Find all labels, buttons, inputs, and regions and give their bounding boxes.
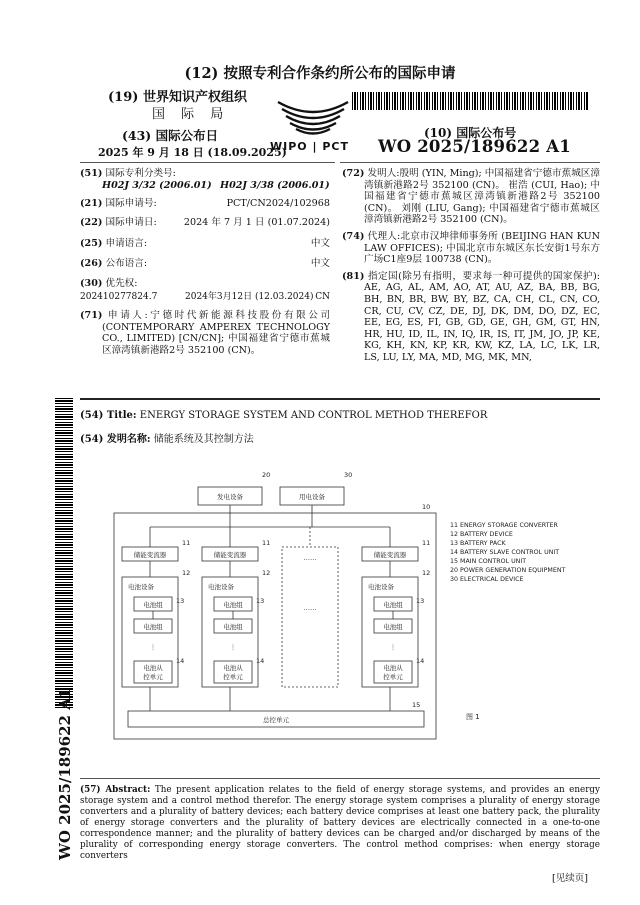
org-name: (19) 世界知识产权组织 <box>108 90 247 105</box>
battery-device-label: 电池设备 <box>368 583 394 591</box>
document-title: (12) 按照专利合作条约所公布的国际申请 <box>184 65 456 82</box>
ref-12: 12 <box>262 569 271 577</box>
ref-11: 11 <box>262 539 271 547</box>
field-21: (21) 国际申请号: PCT/CN2024/102968 <box>80 198 330 209</box>
dots-label: …… <box>303 604 317 612</box>
dots-label: ⋮ <box>229 643 237 651</box>
slave-unit-label: 电池从 <box>383 664 403 672</box>
converter-label: 储能变流器 <box>213 551 247 559</box>
svg-text:13 BATTERY PACK: 13 BATTERY PACK <box>450 540 506 547</box>
field-26: (26) 公布语言: 中文 <box>80 258 330 269</box>
ref-20: 20 <box>262 471 271 479</box>
slave-unit-label: 控单元 <box>223 673 243 681</box>
battery-pack-label: 电池组 <box>223 623 243 631</box>
svg-text:20 POWER GENERATION EQUIPMENT: 20 POWER GENERATION EQUIPMENT <box>450 567 566 574</box>
divider <box>340 162 600 163</box>
ref-11: 11 <box>182 539 191 547</box>
battery-pack-label: 电池组 <box>383 623 403 631</box>
svg-text:11 ENERGY STORAGE CONVERTER: 11 ENERGY STORAGE CONVERTER <box>450 522 558 529</box>
ref-11: 11 <box>422 539 431 547</box>
ref-12: 12 <box>422 569 431 577</box>
battery-pack-label: 电池组 <box>143 601 163 609</box>
ref-13: 13 <box>416 597 425 605</box>
priority-row: 202410277824.7 2024年3月12日 (12.03.2024) CN <box>80 292 330 302</box>
main-control-label: 总控单元 <box>263 716 289 724</box>
ref-14: 14 <box>416 657 425 665</box>
field-71: (71) 申请人:宁德时代新能源科技股份有限公司 (CONTEMPORARY AMPEREX TECHNOLOGY CO., LIMITED) [CN/CN]; 中国福建省宁德市蕉城区漳湾镇新港路2号 352100 (CN)。 <box>80 310 330 356</box>
svg-text:12 BATTERY DEVICE: 12 BATTERY DEVICE <box>450 531 513 538</box>
battery-pack-label: 电池组 <box>223 601 243 609</box>
svg-text:30 ELECTRICAL DEVICE: 30 ELECTRICAL DEVICE <box>450 576 524 583</box>
pub-number: WO 2025/189622 A1 <box>378 137 571 156</box>
pub-date-label: (43) 国际公布日 <box>122 128 219 143</box>
ref-13: 13 <box>256 597 265 605</box>
field-22: (22) 国际申请日: 2024 年 7 月 1 日 (01.07.2024) <box>80 217 330 228</box>
slave-unit-label: 控单元 <box>383 673 403 681</box>
slave-unit-label: 电池从 <box>143 664 163 672</box>
ref-12: 12 <box>182 569 191 577</box>
battery-pack-label: 电池组 <box>383 601 403 609</box>
divider <box>80 162 335 163</box>
ref-14: 14 <box>256 657 265 665</box>
field-51: (51) 国际专利分类号: <box>80 168 176 179</box>
battery-pack-label: 电池组 <box>143 623 163 631</box>
field-81: (81) 指定国(除另有指明，要求每一种可提供的国家保护): AE, AG, AL, AM, AO, AT, AU, AZ, BA, BB, BG, BH, BN, BR, BW, BY, BZ, CA, CH, CL, CN, CO, CR, CU, CV, CZ, DE, DJ, DK, DM, DO, DZ, EC, EE, EG, ES, FI, GB, GD, GE, GH, GM, GT, HN, HR, HU, ID, IL, IN, IQ, IR, IS, IT, JM, JO, JP, KE, KG, KH, KN, KP, KR, KW, KZ, LA, LC, LK, LR, LS, LU, LY, MA, MD, MG, MK, MN, <box>342 270 600 363</box>
converter-label: 储能变流器 <box>133 551 167 559</box>
slave-unit-label: 电池从 <box>223 664 243 672</box>
continued-marker: [见续页] <box>552 873 588 884</box>
side-pub-number: WO 2025/189622 A1 <box>56 687 74 860</box>
figure-1 <box>110 465 600 775</box>
dots-label: ⋮ <box>149 643 157 651</box>
org-bureau: 国 际 局 <box>152 107 230 122</box>
wipo-pct-text: WIPO | PCT <box>270 140 349 153</box>
biblio-right <box>342 168 600 364</box>
ref-14: 14 <box>176 657 185 665</box>
ref-10: 10 <box>422 503 431 511</box>
dots-label: ⋮ <box>389 643 397 651</box>
svg-text:15 MAIN CONTROL UNIT: 15 MAIN CONTROL UNIT <box>450 558 527 565</box>
side-barcode-icon <box>55 398 73 708</box>
battery-device-label: 电池设备 <box>128 583 154 591</box>
ipc-classes: H02J 3/32 (2006.01) H02J 3/38 (2006.01) <box>102 180 330 191</box>
power-generation-label: 发电设备 <box>217 493 243 501</box>
title-en: (54) Title: ENERGY STORAGE SYSTEM AND CONTROL METHOD THEREFOR <box>80 410 488 421</box>
ref-13: 13 <box>176 597 185 605</box>
field-72: (72) 发明人:殷明 (YIN, Ming); 中国福建省宁德市蕉城区漳湾镇新港路2号 352100 (CN)。 崔浩 (CUI, Hao); 中国福建省宁德市蕉城区漳湾镇新港路2号 352100 (CN)。 刘刚 (LIU, Gang); 中国福建省宁德市蕉城区漳湾镇新港路2号 352100 (CN)。 <box>342 168 601 226</box>
svg-text:14 BATTERY SLAVE CONTROL UNIT: 14 BATTERY SLAVE CONTROL UNIT <box>450 549 560 556</box>
battery-device-label: 电池设备 <box>208 583 234 591</box>
pub-no-label: (10) 国际公布号 <box>424 126 517 140</box>
legend <box>450 522 566 583</box>
barcode-icon <box>352 92 588 110</box>
wipo-logo-icon <box>272 96 354 140</box>
pub-date: 2025 年 9 月 18 日 (18.09.2025) <box>98 146 287 159</box>
title-zh: (54) 发明名称: 储能系统及其控制方法 <box>80 434 254 445</box>
divider <box>80 398 600 400</box>
biblio-left <box>80 168 330 356</box>
dots-label: …… <box>303 554 317 562</box>
ref-15: 15 <box>412 701 421 709</box>
field-74: (74) 代理人:北京市汉坤律师事务所 (BEIJING HAN KUN LAW OFFICES); 中国北京市东城区东长安街1号东方广场C1座9层 100738 (CN)。 <box>342 230 600 266</box>
slave-unit-label: 控单元 <box>143 673 163 681</box>
electrical-device-label: 用电设备 <box>299 493 325 501</box>
figure-label: 图 1 <box>466 713 480 721</box>
field-25: (25) 申请语言: 中文 <box>80 238 330 249</box>
field-30: (30) 优先权: <box>80 278 138 289</box>
divider <box>80 778 600 779</box>
converter-label: 储能变流器 <box>373 551 407 559</box>
ref-30: 30 <box>344 471 353 479</box>
omitted-column <box>282 547 338 687</box>
abstract: (57) Abstract: The present application relates to the field of energy storage systems, and provides an energy storage system and a control method therefor. The energy storage system comprises a plurality of energy storage converters and a plurality of battery devices; each battery device comprises at least one battery pack, the plurality of energy storage converters and the plurality of battery devices are electrically connected in a one-to-one correspondence manner; and the plurality of battery devices can be charged and/or discharged by means of the plurality of corresponding energy storage converters. The control method comprises: when energy storage converters <box>80 785 601 861</box>
